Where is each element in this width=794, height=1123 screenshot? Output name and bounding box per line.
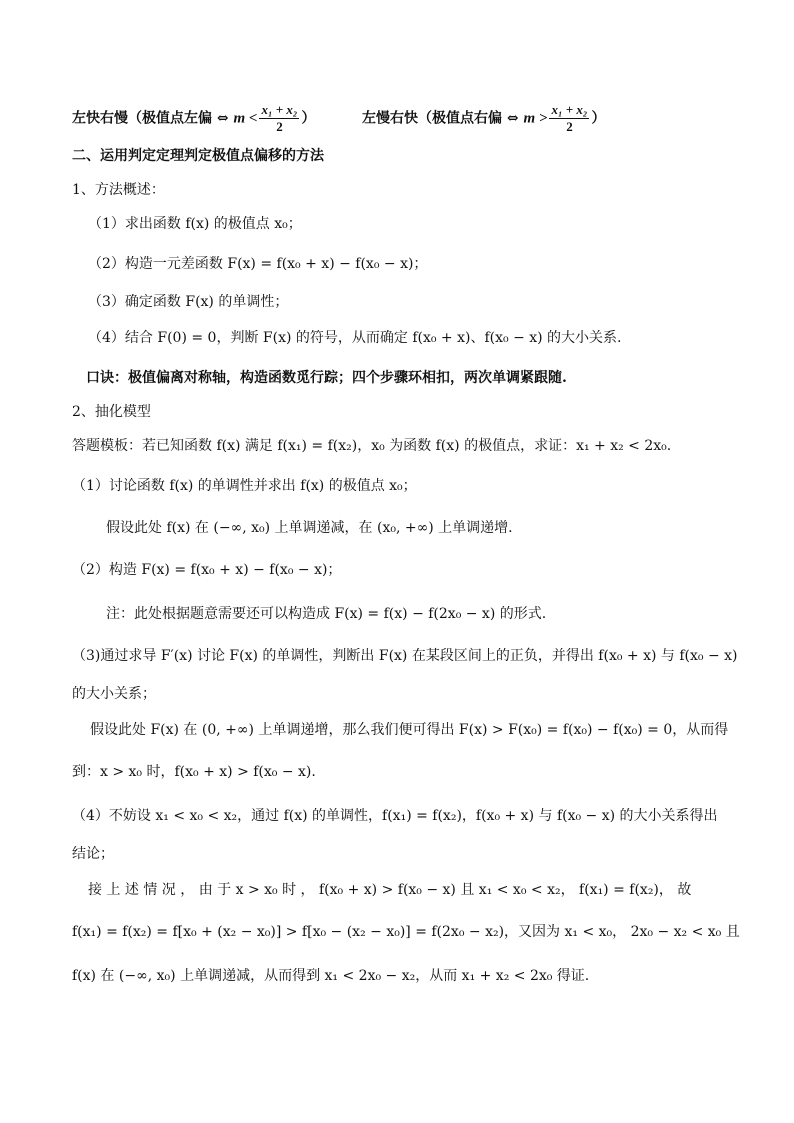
heading-right-ineq: m > — [523, 110, 548, 127]
template-step-4-note-a: 接 上 述 情 况 ， 由 于 x > x₀ 时 ， f(x₀ + x) > f(x₀ − x) 且 x₁ < x₀ < x₂， f(x₁) = f(x₂)， 故 — [88, 882, 692, 898]
template-step-3-note-a: 假设此处 F(x) 在 (0, +∞) 上单调递增，那么我们便可得出 F(x) > F(x₀) = f(x₀) − f(x₀) = 0，从而得 — [90, 722, 729, 738]
template-step-4-a: （4）不妨设 x₁ < x₀ < x₂，通过 f(x) 的单调性，f(x₁) = f(x₂)，f(x₀ + x) 与 f(x₀ − x) 的大小关系得出 — [72, 808, 718, 824]
template-step-3-note-b: 到：x > x₀ 时，f(x₀ + x) > f(x₀ − x). — [72, 764, 316, 780]
fraction-left-den: 2 — [276, 119, 283, 134]
template-step-2: （2）构造 F(x) = f(x₀ + x) − f(x₀ − x)； — [72, 562, 342, 578]
template-step-4-note-b: f(x₁) = f(x₂) = f[x₀ + (x₂ − x₀)] > f[x₀ − (x₂ − x₀)] = f(2x₀ − x₂)，又因为 x₁ < x₀， 2x₀ − x₂ < x₀ 且 — [72, 924, 740, 940]
fraction-right-num: x₁ + x₂ — [551, 102, 588, 117]
fraction-left-num: x₁ + x₂ — [261, 102, 298, 117]
step-1: （1）求出函数 f(x) 的极值点 x₀； — [88, 216, 302, 232]
template-step-1-note: 假设此处 f(x) 在 (−∞, x₀) 上单调递减，在 (x₀, +∞) 上单调递增. — [106, 520, 513, 536]
template-step-3-b: 的大小关系； — [72, 686, 156, 702]
template-step-2-note: 注：此处根据题意需要还可以构造成 F(x) = f(x) − f(2x₀ − x) 的形式. — [106, 606, 547, 622]
template-step-4-b: 结论； — [72, 846, 114, 862]
heading-left-ineq: m < — [233, 110, 258, 127]
step-3: （3）确定函数 F(x) 的单调性； — [88, 294, 289, 310]
fraction-right — [549, 102, 589, 135]
heading-left-slow-right-fast — [362, 102, 605, 135]
heading-right-text: 左慢右快（极值点右偏 ⇔ — [362, 110, 524, 127]
section-two-title: 二、运用判定定理判定极值点偏移的方法 — [72, 148, 324, 164]
template-step-4-note-c: f(x) 在 (−∞, x₀) 上单调递减，从而得到 x₁ < 2x₀ − x₂，从而 x₁ + x₂ < 2x₀ 得证. — [72, 968, 590, 984]
part2-title: 2、抽化模型 — [72, 404, 151, 420]
heading-left-end: ） — [301, 110, 316, 127]
part1-title: 1、方法概述： — [72, 182, 165, 198]
fraction-left — [259, 102, 299, 135]
step-4: （4）结合 F(0) = 0，判断 F(x) 的符号，从而确定 f(x₀ + x)、f(x₀ − x) 的大小关系. — [88, 330, 622, 346]
heading-right-end: ） — [591, 110, 606, 127]
step-2: （2）构造一元差函数 F(x) = f(x₀ + x) − f(x₀ − x)； — [88, 256, 428, 272]
heading-left-fast-right-slow — [72, 102, 315, 135]
heading-left-text: 左快右慢（极值点左偏 ⇔ — [72, 110, 234, 127]
fraction-right-den: 2 — [566, 119, 573, 134]
template-step-1: （1）讨论函数 f(x) 的单调性并求出 f(x) 的极值点 x₀； — [72, 478, 417, 494]
mnemonic: 口诀：极值偏离对称轴，构造函数觅行踪；四个步骤环相扣，两次单调紧跟随. — [86, 370, 567, 386]
template-step-3-a: （3)通过求导 F′(x) 讨论 F(x) 的单调性，判断出 F(x) 在某段区间上的正负，并得出 f(x₀ + x) 与 f(x₀ − x) — [72, 648, 738, 664]
template-intro: 答题模板：若已知函数 f(x) 满足 f(x₁) = f(x₂)，x₀ 为函数 f(x) 的极值点，求证：x₁ + x₂ < 2x₀. — [72, 438, 672, 454]
